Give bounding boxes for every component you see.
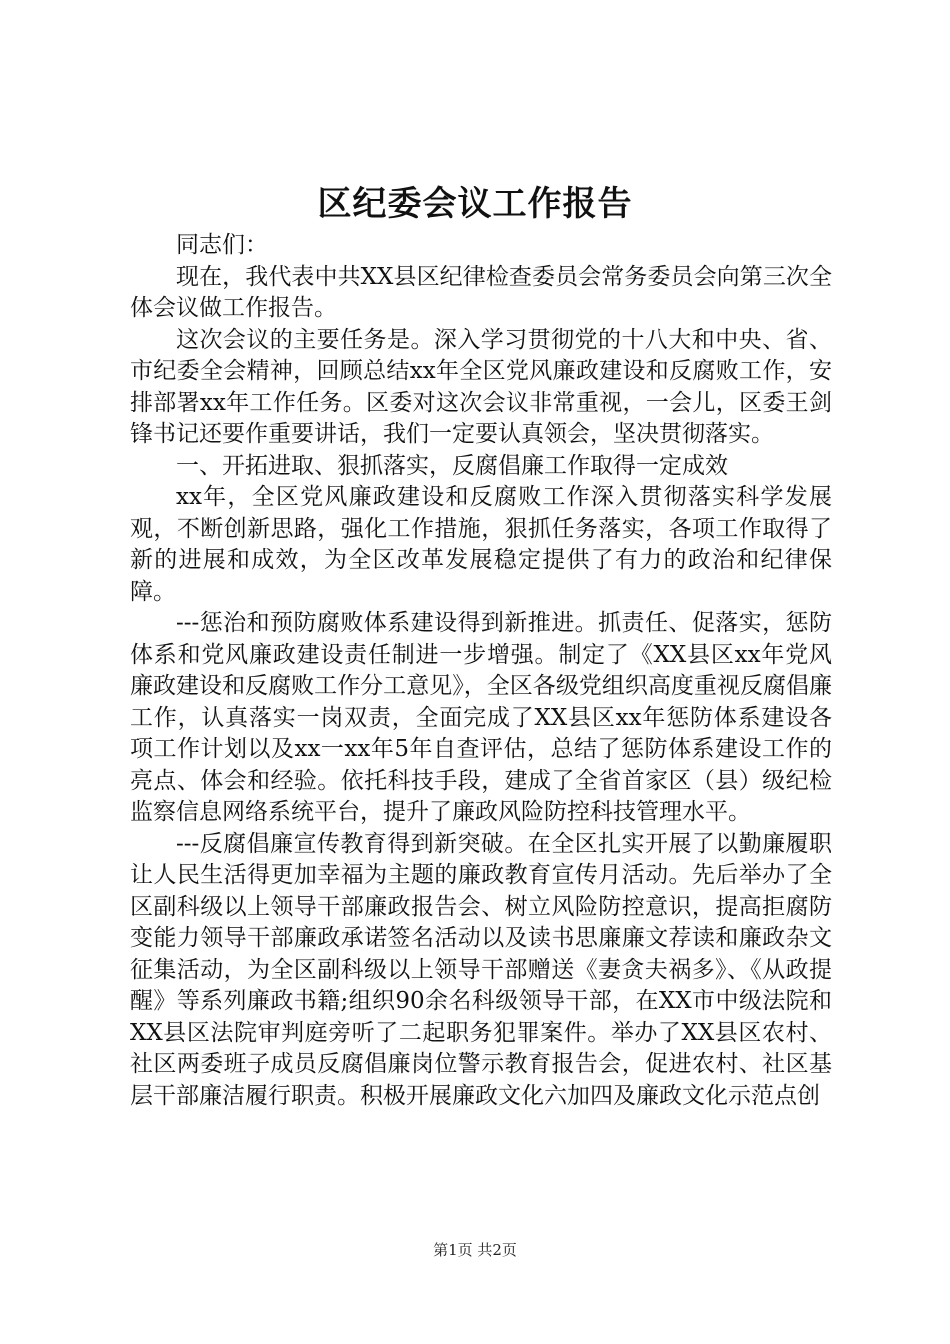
document-title: 区纪委会议工作报告 — [317, 184, 633, 224]
intro-paragraph: 现在，我代表中共XX县区纪律检查委员会常务委员会向第三次全体会议做工作报告。 — [130, 263, 832, 321]
system-building-paragraph: ---惩治和预防腐败体系建设得到新推进。抓责任、促落实，惩防体系和党风廉政建设责任制进一步增强。制定了《XX县区xx年党风廉政建设和反腐败工作分工意见》，全区各级党组织高度重视反腐倡廉工作，认真落实一岗双责，全面完成了XX县区xx年惩防体系建设各项工作计划以及xx一xx年5年自查评估，总结了惩防体系建设工作的亮点、体会和经验。依托科技手段，建成了全省首家区（县）级纪检监察信息网络系统平台，提升了廉政风险防控科技管理水平。 — [130, 610, 832, 825]
document-body — [130, 230, 832, 1112]
summary-paragraph: xx年，全区党风廉政建设和反腐败工作深入贯彻落实科学发展观，不断创新思路，强化工作措施，狠抓任务落实，各项工作取得了新的进展和成效，为全区改革发展稳定提供了有力的政治和纪律保障。 — [130, 484, 832, 605]
publicity-education-paragraph: ---反腐倡廉宣传教育得到新突破。在全区扎实开展了以勤廉履职让人民生活得更加幸福为主题的廉政教育宣传月活动。先后举办了全区副科级以上领导干部廉政报告会、树立风险防控意识，提高拒腐防变能力领导干部廉政承诺签名活动以及读书思廉廉文荐读和廉政杂文征集活动，为全区副科级以上领导干部赠送《妻贪夫祸多》、《从政提醒》等系列廉政书籍;组织90余名科级领导干部，在XX市中级法院和XX县区法院审判庭旁听了二起职务犯罪案件。举办了XX县区农村、社区两委班子成员反腐倡廉岗位警示教育报告会，促进农村、社区基层干部廉洁履行职责。积极开展廉政文化六加四及廉政文化示范点创 — [130, 830, 832, 1109]
page-number-footer: 第1页 共2页 — [433, 1241, 517, 1259]
meeting-task-paragraph: 这次会议的主要任务是。深入学习贯彻党的十八大和中央、省、市纪委全会精神，回顾总结xx年全区党风廉政建设和反腐败工作，安排部署xx年工作任务。区委对这次会议非常重视，一会儿，区委王剑锋书记还要作重要讲话，我们一定要认真领会，坚决贯彻落实。 — [130, 326, 832, 447]
salutation-paragraph: 同志们： — [176, 232, 268, 258]
section-heading-1: 一、开拓进取、狠抓落实，反腐倡廉工作取得一定成效 — [176, 452, 728, 479]
